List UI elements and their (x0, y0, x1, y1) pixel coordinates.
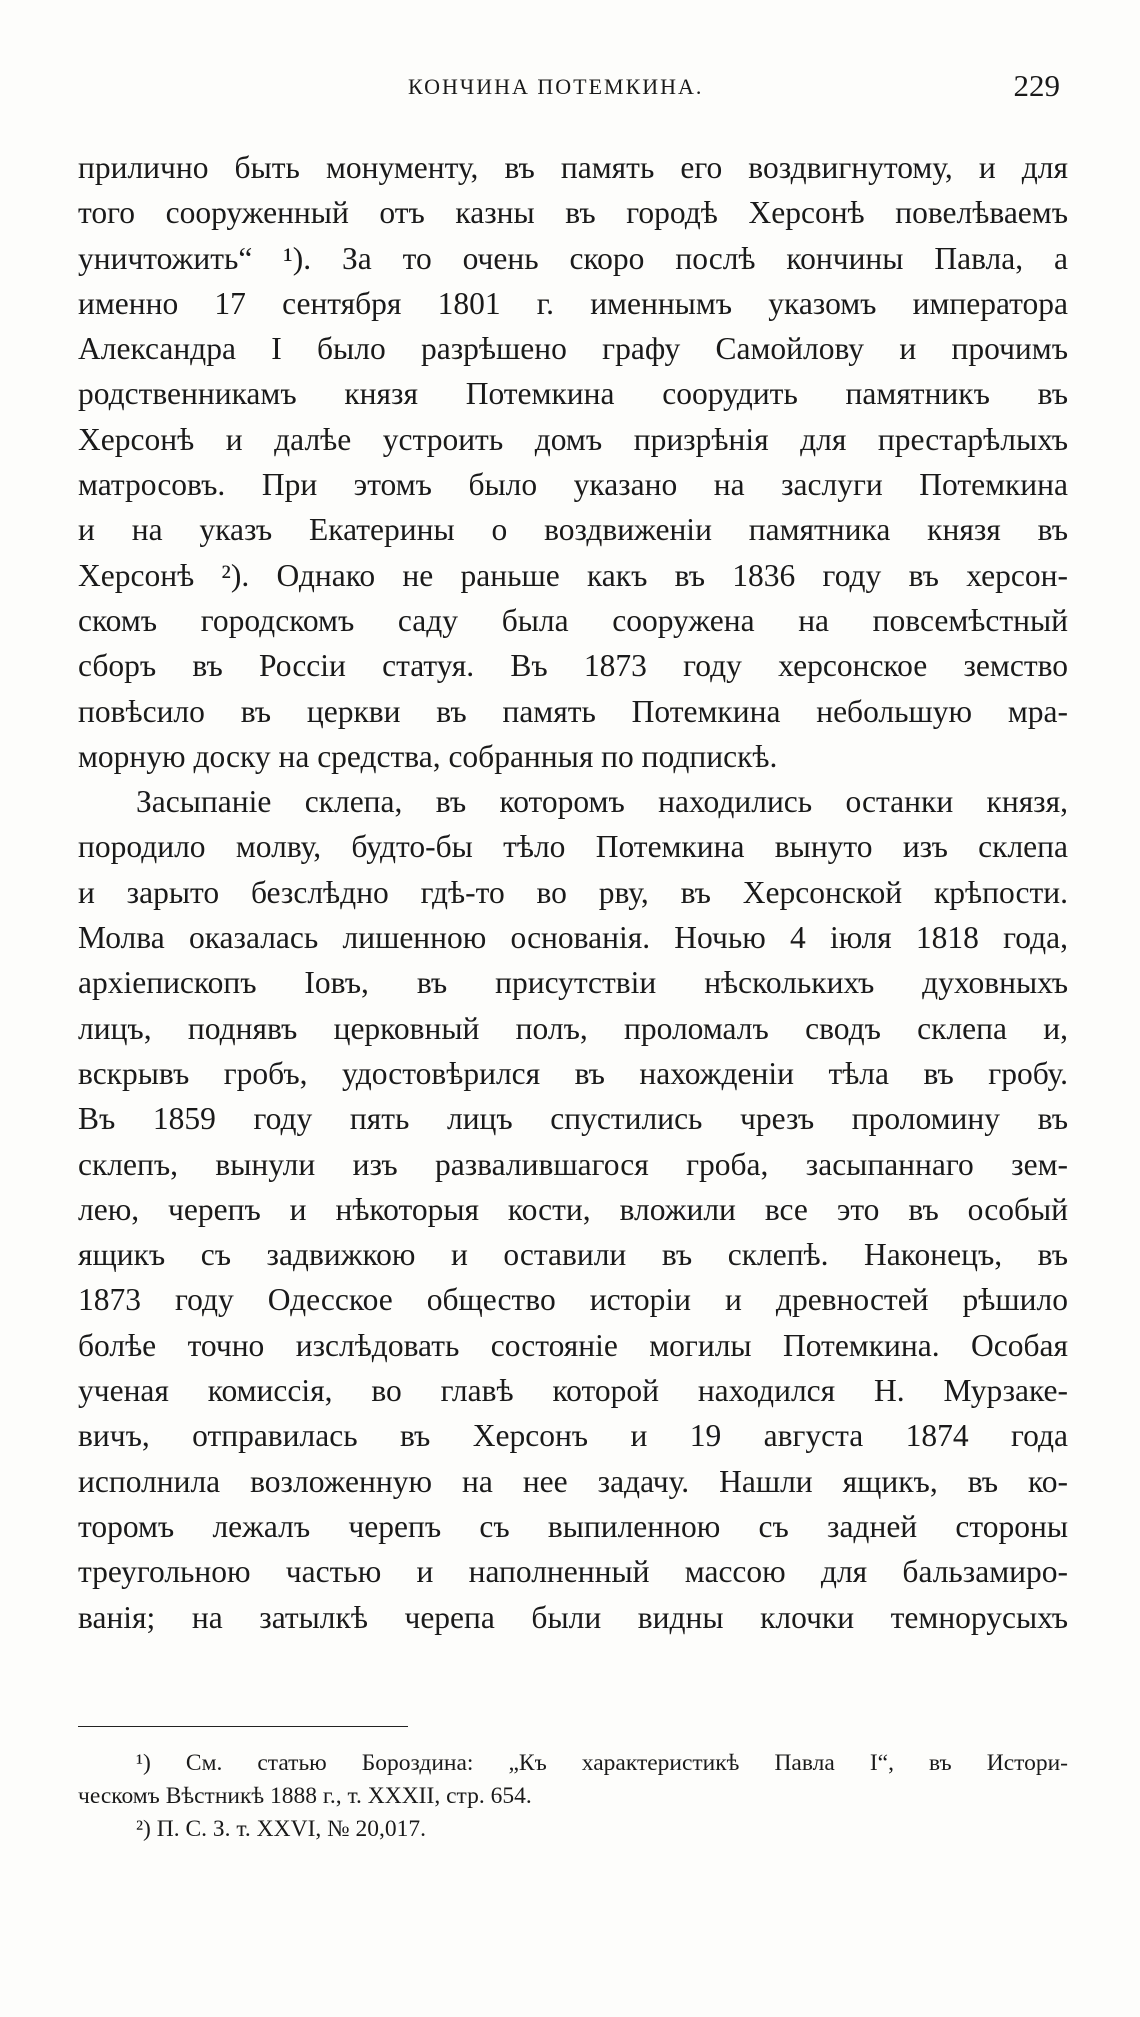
page-number: 229 (1013, 68, 1060, 103)
text-line: торомъ лежалъ черепъ съ выпиленною съ задней стороны (78, 1508, 1068, 1544)
text-line: повѣсило въ церкви въ память Потемкина небольшую мра- (78, 693, 1068, 729)
text-line: и на указъ Екатерины о воздвиженіи памятника князя въ (78, 512, 1068, 548)
footnote-2: ²) П. С. З. т. XXVI, № 20,017. (136, 1816, 426, 1842)
paragraph-start-line: Засыпаніе склепа, въ которомъ находились останки князя, (136, 784, 1068, 820)
text-line: вскрывъ гробъ, удостовѣрился въ нахожденіи тѣла въ гробу. (78, 1055, 1068, 1091)
text-line: Александра I было разрѣшено графу Самойлову и прочимъ (78, 331, 1068, 367)
text-line: вичъ, отправилась въ Херсонъ и 19 августа 1874 года (78, 1418, 1068, 1454)
text-line: именно 17 сентября 1801 г. именнымъ указомъ императора (78, 285, 1068, 321)
text-line: Молва оказалась лишенною основанія. Ночью 4 іюля 1818 года, (78, 920, 1068, 956)
text-line: Херсонѣ ²). Однако не раньше какъ въ 1836 году въ херсон- (78, 557, 1068, 593)
footnote-1-line-2: ческомъ Вѣстникѣ 1888 г., т. XXXII, стр. 654. (78, 1783, 532, 1809)
text-line: и зарыто безслѣдно гдѣ-то во рву, въ Херсонской крѣпости. (78, 874, 1068, 910)
body-text (78, 145, 1068, 1640)
text-line: 1873 году Одесское общество исторіи и древностей рѣшило (78, 1282, 1068, 1318)
text-line: ванія; на затылкѣ черепа были видны клочки темнорусыхъ (78, 1599, 1068, 1635)
text-line: родственникамъ князя Потемкина соорудить памятникъ въ (78, 376, 1068, 412)
text-line: сборъ въ Россіи статуя. Въ 1873 году херсонское земство (78, 648, 1068, 684)
footnote-divider (78, 1726, 408, 1727)
text-line: уничтожить“ ¹). За то очень скоро послѣ кончины Павла, а (78, 240, 1068, 276)
text-line: ученая комиссія, во главѣ которой находился Н. Мурзаке- (78, 1373, 1068, 1409)
footnotes (78, 1747, 1068, 1846)
text-line: архіепископъ Іовъ, въ присутствіи нѣсколькихъ духовныхъ (78, 965, 1068, 1001)
text-line: треугольною частью и наполненный массою для бальзамиро- (78, 1554, 1068, 1590)
text-line: болѣе точно изслѣдовать состояніе могилы Потемкина. Особая (78, 1327, 1068, 1363)
text-line: лею, черепъ и нѣкоторыя кости, вложили все это въ особый (78, 1191, 1068, 1227)
text-line: скомъ городскомъ саду была сооружена на повсемѣстный (78, 602, 1068, 638)
text-line: матросовъ. При этомъ было указано на заслуги Потемкина (78, 467, 1068, 503)
text-line: Въ 1859 году пять лицъ спустились чрезъ проломину въ (78, 1101, 1068, 1137)
running-title: КОНЧИНА ПОТЕМКИНА. (408, 74, 704, 99)
text-line: прилично быть монументу, въ память его воздвигнутому, и для (78, 150, 1068, 185)
running-head (78, 66, 1068, 106)
text-line: морную доску на средства, собранныя по подпискѣ. (78, 738, 778, 774)
text-line: Херсонѣ и далѣе устроить домъ призрѣнія для престарѣлыхъ (78, 421, 1068, 457)
text-line: лицъ, поднявъ церковный полъ, проломалъ сводъ склепа и, (78, 1010, 1068, 1046)
text-line: склепъ, вынули изъ развалившагося гроба, засыпаннаго зем- (78, 1146, 1068, 1182)
text-line: того сооруженный отъ казны въ городѣ Херсонѣ повелѣваемъ (78, 195, 1068, 231)
footnote-1-line-1: ¹) См. статью Бороздина: „Къ характеристикѣ Павла I“, въ Истори- (136, 1750, 1068, 1776)
text-line: породило молву, будто-бы тѣло Потемкина вынуто изъ склепа (78, 829, 1068, 865)
text-line: исполнила возложенную на нее задачу. Нашли ящикъ, въ ко- (78, 1463, 1068, 1499)
text-line: ящикъ съ задвижкою и оставили въ склепѣ. Наконецъ, въ (78, 1237, 1068, 1273)
